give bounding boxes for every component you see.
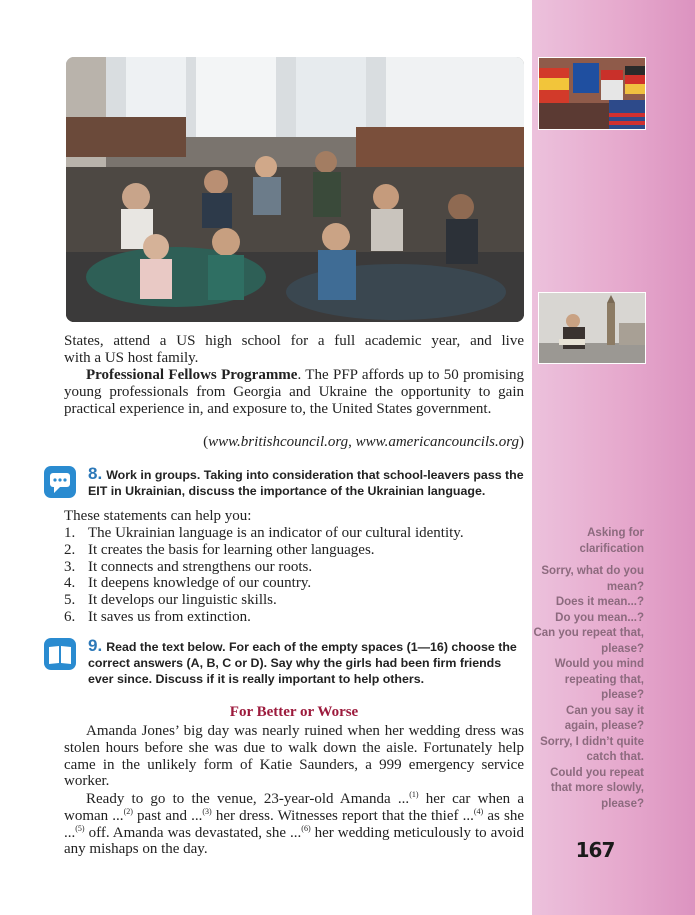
phrase-item: Could you repeat that more slowly, please? [550, 766, 644, 810]
statements-list [64, 525, 524, 626]
task-8 [40, 466, 524, 502]
phrase-item: Sorry, I didn’t quite catch that. [540, 735, 644, 763]
students-library-photo [66, 57, 524, 322]
story-text: Ready to go to the venue, 23-year-old Amanda ... [86, 791, 410, 807]
task-9-text: Read the text below. For each of the empty spaces (1—16) choose the correct answers (A, B, C or D). Say why the girls had been firm friends ever since. Discuss if it is really important to help others. [88, 640, 517, 686]
gap-5: (5) [75, 823, 85, 833]
source-link-british-council[interactable]: www.britishcouncil.org [208, 434, 349, 450]
list-item-number: 4. [64, 575, 76, 592]
phrase-item: Can you say it again, please? [564, 704, 644, 732]
flags-group-photo [538, 57, 646, 130]
story-text: her wedding meticulously to avoid any mishaps on the day. [64, 824, 524, 858]
sources-open: ( [203, 434, 209, 450]
task-8-number: 8. [88, 464, 103, 483]
story-paragraph-1: Amanda Jones’ big day was nearly ruined when her wedding dress was stolen hours before she was due to walk down the aisle. Fortunately help came in the unlikely form of Katie Saunders, a 999 emergency service worker. [64, 723, 524, 790]
phrase-item: Can you repeat that, please? [533, 627, 644, 655]
list-item-number: 5. [64, 592, 76, 609]
story-paragraph-2 [64, 791, 524, 858]
list-item-text: It deepens knowledge of our country. [88, 575, 312, 592]
list-item [64, 525, 524, 542]
phrase-item: Would you mind repeating that, please? [554, 658, 644, 701]
pfp-body: . The PFP affords up to 50 promising young professionals from Georgia and Ukraine the opportunity to gain practical experience in, and exposure to, the United States government. [64, 367, 525, 417]
gap-3: (3) [202, 806, 212, 816]
story-text: her dress. Witnesses report that the thief ... [211, 807, 474, 824]
list-item [64, 609, 524, 626]
clarification-phrases [530, 564, 644, 812]
source-link-american-councils[interactable]: www.americancouncils.org [355, 434, 519, 450]
sidebar-heading: Asking for clarification [579, 527, 644, 555]
phrase-item: Does it mean...? [555, 596, 644, 608]
list-item-text: It saves us from extinction. [88, 608, 251, 625]
list-item-number: 2. [64, 541, 76, 558]
statements-intro: These statements can help you: [64, 508, 252, 524]
intro-line-2: with a US host family. [64, 349, 199, 366]
gap-6: (6) [301, 823, 311, 833]
phrase-item: Do you mean...? [555, 611, 644, 624]
task-9 [40, 638, 524, 690]
list-item [64, 542, 524, 559]
story-title: For Better or Worse [229, 704, 359, 720]
gap-1: (1) [409, 790, 419, 799]
list-item-text: It creates the basis for learning other languages. [88, 541, 375, 558]
list-item [64, 592, 524, 609]
phrase-item: Sorry, what do you mean? [541, 565, 644, 593]
intro-line-1: States, attend a US high school for a full academic year, and live [64, 333, 524, 349]
speech-bubble-icon [44, 466, 76, 498]
sources-close: ) [519, 434, 524, 450]
gap-4: (4) [473, 806, 484, 816]
book-icon [44, 638, 76, 670]
story-text: as she ... [64, 807, 524, 841]
list-item-number: 3. [64, 558, 76, 575]
pfp-title: Professional Fellows Programme [86, 367, 298, 383]
story-text: her car when a woman ... [64, 791, 524, 824]
list-item-number: 1. [64, 525, 76, 541]
sources-separator: , [348, 434, 356, 450]
list-item-text: The Ukrainian language is an indicator of our cultural identity. [88, 525, 464, 541]
task-8-instructions [88, 466, 524, 499]
task-9-instructions [88, 638, 524, 687]
list-item-number: 6. [64, 608, 76, 625]
task-9-number: 9. [88, 636, 103, 655]
list-item-text: It connects and strengthens our roots. [88, 558, 313, 575]
story-text: past and ... [132, 807, 203, 824]
list-item [64, 575, 524, 592]
page-number: 167 [575, 838, 615, 862]
sources-line [64, 434, 524, 451]
pfp-paragraph [64, 367, 524, 417]
story-text: off. Amanda was devastated, she ... [84, 824, 302, 841]
task-8-text: Work in groups. Taking into consideration that school-leavers pass the EIT in Ukrainian, discuss the importance of the Ukrainian language. [88, 468, 524, 498]
london-reading-photo [538, 292, 646, 364]
gap-2: (2) [123, 806, 133, 816]
list-item [64, 559, 524, 576]
list-item-text: It develops our linguistic skills. [88, 592, 277, 609]
intro-paragraph [64, 333, 524, 367]
